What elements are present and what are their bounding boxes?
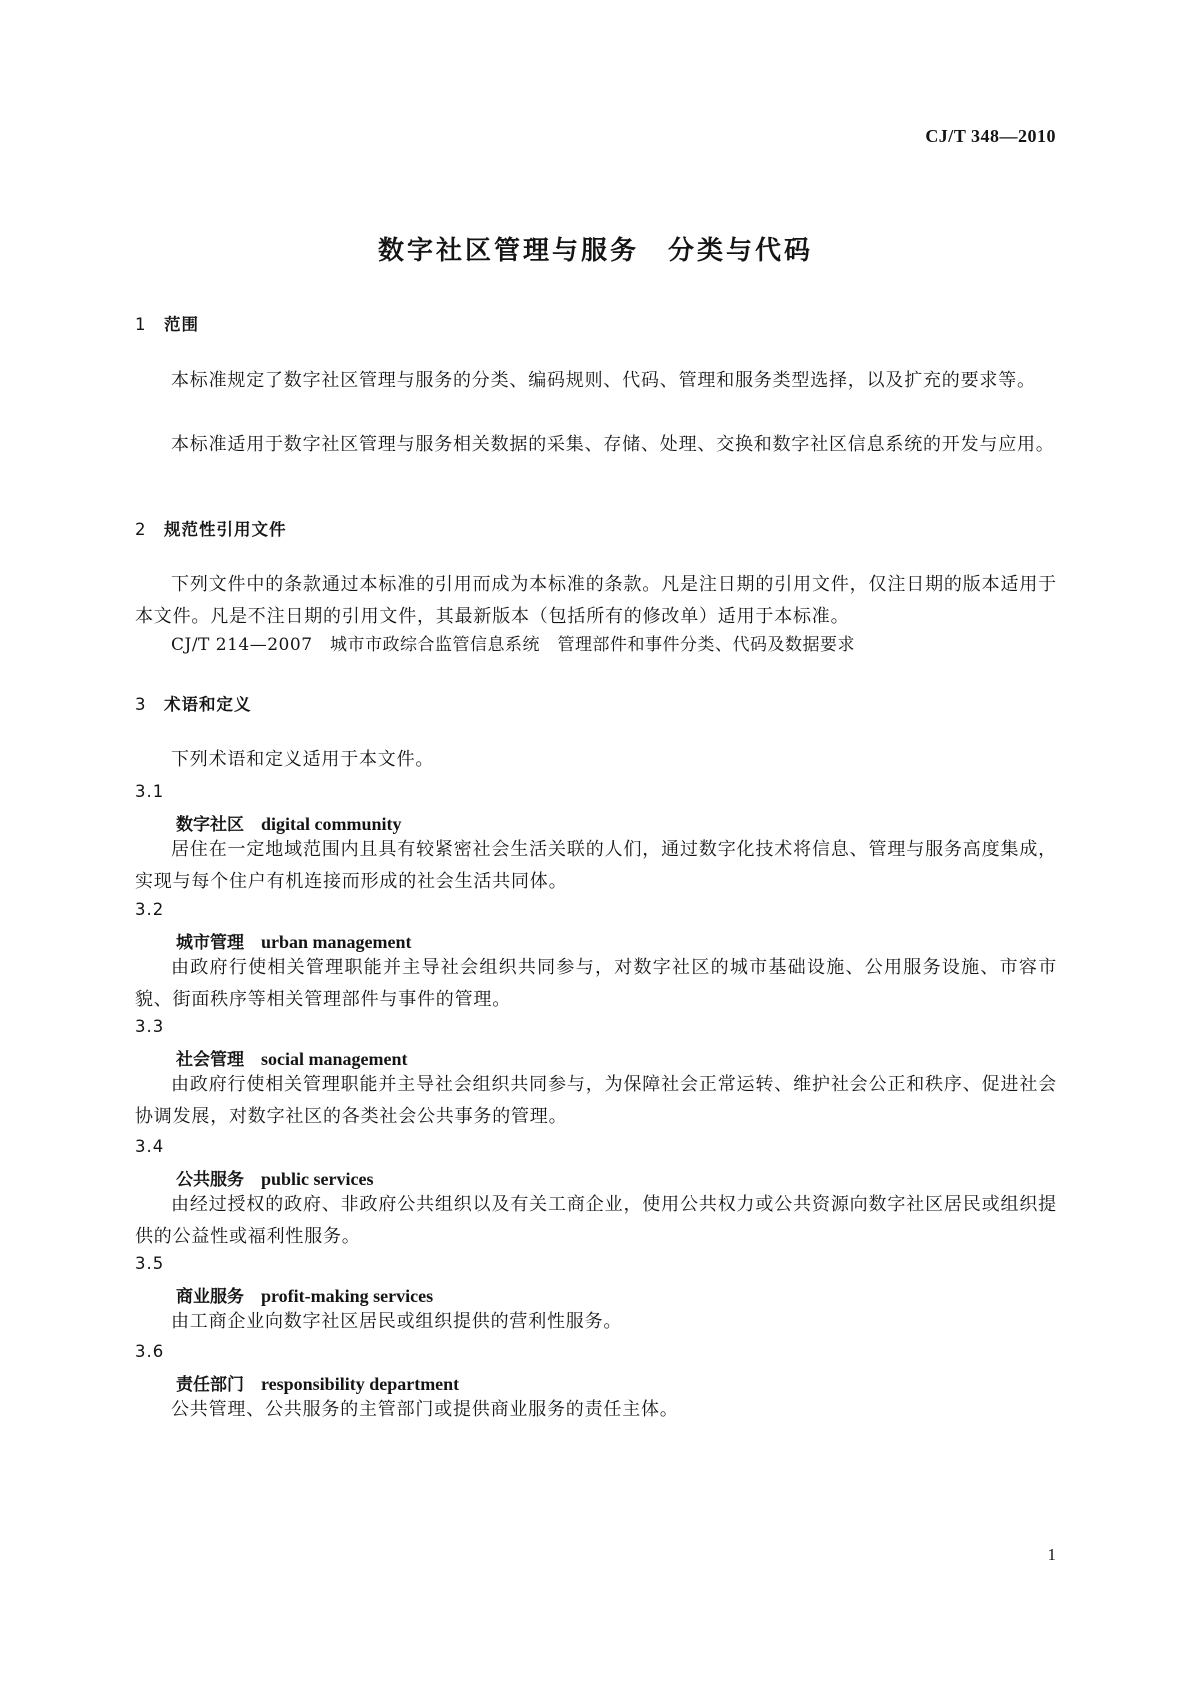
term-number: 3.5 [135,1254,165,1273]
term-en: urban management [261,932,412,952]
term-name [176,1165,374,1190]
term-name [176,810,402,835]
section-2-heading [135,516,287,540]
term-number: 3.6 [135,1342,165,1361]
term-name [176,1370,459,1395]
term-name [176,928,412,953]
term-zh: 责任部门 [176,1375,244,1395]
paragraph: 本标准规定了数字社区管理与服务的分类、编码规则、代码、管理和服务类型选择，以及扩充的要求等。 [171,370,1036,391]
term-en: responsibility department [261,1374,460,1394]
term-en: profit-making services [261,1286,434,1306]
paragraph: 下列术语和定义适用于本文件。 [171,749,435,770]
term-definition: 由政府行使相关管理职能并主导社会组织共同参与，对数字社区的城市基础设施、公用服务设施、市容市貌、街面秩序等相关管理部件与事件的管理。 [135,957,1057,1010]
term-zh: 社会管理 [176,1050,244,1070]
term-en: social management [261,1049,408,1069]
section-number: 3 [135,695,147,714]
term-zh: 商业服务 [176,1287,244,1307]
section-number: 2 [135,520,147,539]
term-en: digital community [261,814,402,834]
term-number: 3.1 [135,782,165,801]
section-1-heading [135,311,199,335]
page-number: 1 [1047,1545,1056,1564]
term-number: 3.4 [135,1137,165,1156]
term-zh: 数字社区 [176,815,244,835]
term-definition: 由工商企业向数字社区居民或组织提供的营利性服务。 [171,1311,623,1332]
term-zh: 公共服务 [176,1170,244,1190]
term-definition: 公共管理、公共服务的主管部门或提供商业服务的责任主体。 [171,1399,679,1420]
term-name [176,1045,407,1070]
term-definition: 由经过授权的政府、非政府公共组织以及有关工商企业，使用公共权力或公共资源向数字社区居民或组织提供的公益性或福利性服务。 [135,1194,1057,1247]
paragraph: 下列文件中的条款通过本标准的引用而成为本标准的条款。凡是注日期的引用文件，仅注日期的版本适用于本文件。凡是不注日期的引用文件，其最新版本（包括所有的修改单）适用于本标准。 [135,574,1057,627]
normative-reference: CJ/T 214—2007 城市市政综合监管信息系统 管理部件和事件分类、代码及数据要求 [171,635,856,655]
term-definition: 居住在一定地域范围内且具有较紧密社会生活关联的人们，通过数字化技术将信息、管理与服务高度集成，实现与每个住户有机连接而形成的社会生活共同体。 [135,839,1057,892]
section-title: 规范性引用文件 [164,520,287,539]
section-3-heading [135,691,252,715]
term-number: 3.3 [135,1017,165,1036]
section-title: 范围 [164,315,199,334]
term-en: public services [261,1169,374,1189]
term-number: 3.2 [135,900,165,919]
term-name [176,1282,433,1307]
standard-code: CJ/T 348—2010 [925,126,1056,146]
section-title: 术语和定义 [164,695,252,714]
paragraph: 本标准适用于数字社区管理与服务相关数据的采集、存储、处理、交换和数字社区信息系统的开发与应用。 [171,434,1055,455]
term-zh: 城市管理 [176,933,244,953]
section-number: 1 [135,315,147,334]
term-definition: 由政府行使相关管理职能并主导社会组织共同参与，为保障社会正常运转、维护社会公正和秩序、促进社会协调发展，对数字社区的各类社会公共事务的管理。 [135,1074,1057,1127]
document-title: 数字社区管理与服务 分类与代码 [377,236,813,266]
